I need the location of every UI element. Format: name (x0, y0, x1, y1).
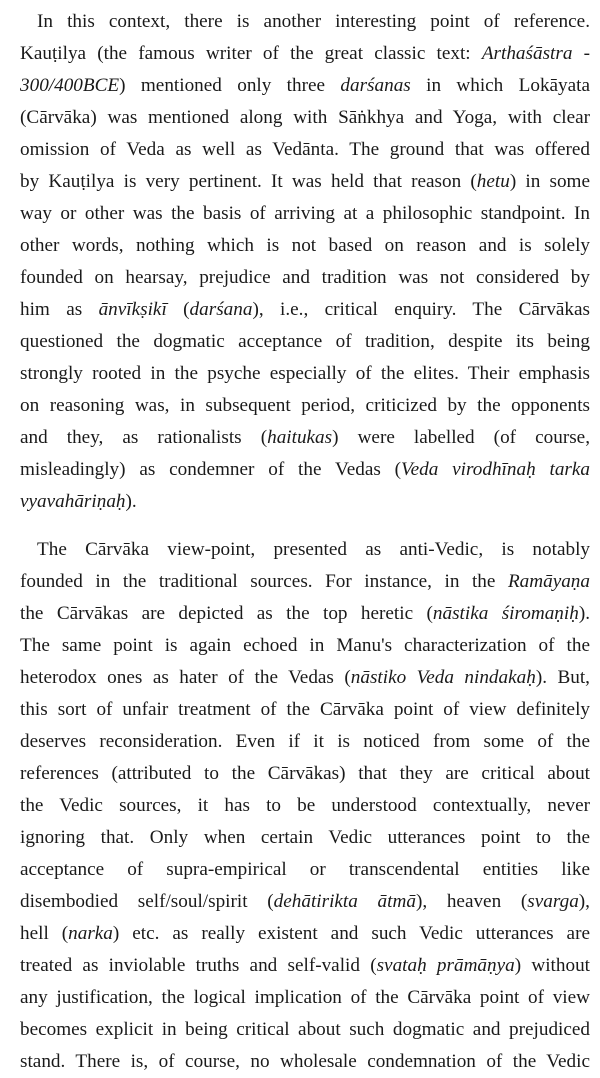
text-run: Kauṭilya (the famous writer of the great classic text: (20, 43, 482, 64)
text-run: In this context, there is another interesting point of reference. (37, 11, 590, 32)
italic-term: dehātirikta ātmā (273, 891, 416, 912)
text-run: omission of Veda as well as Vedānta. The ground that was offered (20, 139, 590, 160)
text-line (20, 1046, 590, 1078)
text-line (20, 422, 590, 454)
text-run: founded in the traditional sources. For instance, in the (20, 571, 508, 592)
italic-term: darśana (189, 299, 253, 320)
italic-term: svarga (527, 891, 579, 912)
text-line (20, 1014, 590, 1046)
text-line (20, 230, 590, 262)
italic-term: Ramāyaṇa (507, 571, 590, 592)
text-line (20, 758, 590, 790)
text-line (20, 598, 590, 630)
text-run: in which Lokāyata (410, 75, 590, 96)
text-run: ), (578, 891, 590, 912)
text-run: way or other was the basis of arriving at a philosophic standpoint. In (20, 203, 590, 224)
text-run: ), i.e., critical enquiry. The Cārvākas (252, 299, 590, 320)
text-run: references (attributed to the Cārvākas) that they are critical about (20, 763, 590, 784)
text-run: deserves reconsideration. Even if it is noticed from some of the (20, 731, 590, 752)
text-line (20, 534, 590, 566)
text-line (20, 102, 590, 134)
text-run: heterodox ones as hater of the Vedas ( (20, 667, 351, 688)
text-run: ). (125, 491, 137, 512)
text-run: him as (20, 299, 99, 320)
text-run: by Kauṭilya is very pertinent. It was held that reason ( (20, 171, 477, 192)
text-line (20, 982, 590, 1014)
italic-term: 300/400BCE (20, 75, 120, 96)
text-run: ), heaven ( (415, 891, 528, 912)
text-run: ) without (514, 955, 590, 976)
body-text (20, 6, 590, 1078)
italic-term: hetu (476, 171, 510, 192)
text-line (20, 822, 590, 854)
text-line (20, 566, 590, 598)
text-line (20, 454, 590, 486)
text-line (20, 198, 590, 230)
italic-term: narka (68, 923, 113, 944)
text-run: the Vedic sources, it has to be understood contextually, never (20, 795, 590, 816)
text-line (20, 262, 590, 294)
italic-term: vyavahāriṇaḥ (20, 491, 126, 512)
italic-term: ānvīkṣikī (98, 299, 167, 320)
text-run: ). But, (535, 667, 590, 688)
text-run: ignoring that. Only when certain Vedic utterances point to the (20, 827, 590, 848)
italic-term: haitukas (267, 427, 333, 448)
text-run: founded on hearsay, prejudice and tradition was not considered by (20, 267, 590, 288)
text-run: strongly rooted in the psyche especially of the elites. Their emphasis (20, 363, 590, 384)
text-run: ) mentioned only three (119, 75, 341, 96)
italic-term: svataḥ prāmāṇya (376, 955, 515, 976)
text-run: ) etc. as really existent and such Vedic utterances are (112, 923, 590, 944)
italic-term: nāstiko Veda nindakaḥ (350, 667, 536, 688)
text-line (20, 694, 590, 726)
text-line (20, 70, 590, 102)
text-line (20, 486, 590, 518)
text-run: stand. There is, of course, no wholesale condemnation of the Vedic (20, 1051, 590, 1072)
text-run: questioned the dogmatic acceptance of tradition, despite its being (20, 331, 590, 352)
text-run: misleadingly) as condemner of the Vedas ( (20, 459, 402, 480)
text-line (20, 166, 590, 198)
text-line (20, 134, 590, 166)
italic-term: darśanas (340, 75, 411, 96)
text-run: and they, as rationalists ( (20, 427, 268, 448)
italic-term: nāstika śiromaṇiḥ (432, 603, 579, 624)
text-run: ) in some (509, 171, 590, 192)
text-run: The same point is again echoed in Manu's characterization of the (20, 635, 590, 656)
text-line (20, 6, 590, 38)
text-run: The Cārvāka view-point, presented as anti-Vedic, is notably (37, 539, 590, 560)
text-line (20, 38, 590, 70)
text-line (20, 918, 590, 950)
text-line (20, 662, 590, 694)
text-run: any justification, the logical implication of the Cārvāka point of view (20, 987, 590, 1008)
text-run: disembodied self/soul/spirit ( (20, 891, 274, 912)
text-run: ) were labelled (of course, (332, 427, 590, 448)
text-line (20, 358, 590, 390)
italic-term: Veda virodhīnaḥ tarka (401, 459, 590, 480)
text-line (20, 726, 590, 758)
italic-term: Arthaśāstra - (481, 43, 590, 64)
text-line (20, 790, 590, 822)
text-line (20, 886, 590, 918)
text-run: hell ( (20, 923, 69, 944)
text-run: the Cārvākas are depicted as the top heretic ( (20, 603, 433, 624)
text-run: becomes explicit in being critical about such dogmatic and prejudiced (20, 1019, 590, 1040)
text-line (20, 294, 590, 326)
text-line (20, 390, 590, 422)
text-run: treated as inviolable truths and self-valid ( (20, 955, 377, 976)
text-line (20, 630, 590, 662)
text-line (20, 950, 590, 982)
paragraph (20, 6, 590, 518)
text-run: on reasoning was, in subsequent period, criticized by the opponents (20, 395, 590, 416)
text-run: other words, nothing which is not based on reason and is solely (20, 235, 590, 256)
text-run: ( (166, 299, 190, 320)
text-run: ). (578, 603, 590, 624)
text-run: this sort of unfair treatment of the Cārvāka point of view definitely (20, 699, 590, 720)
text-line (20, 854, 590, 886)
paragraph (20, 534, 590, 1078)
text-run: acceptance of supra-empirical or transcendental entities like (20, 859, 590, 880)
text-line (20, 326, 590, 358)
text-run: (Cārvāka) was mentioned along with Sāṅkhya and Yoga, with clear (20, 107, 590, 128)
